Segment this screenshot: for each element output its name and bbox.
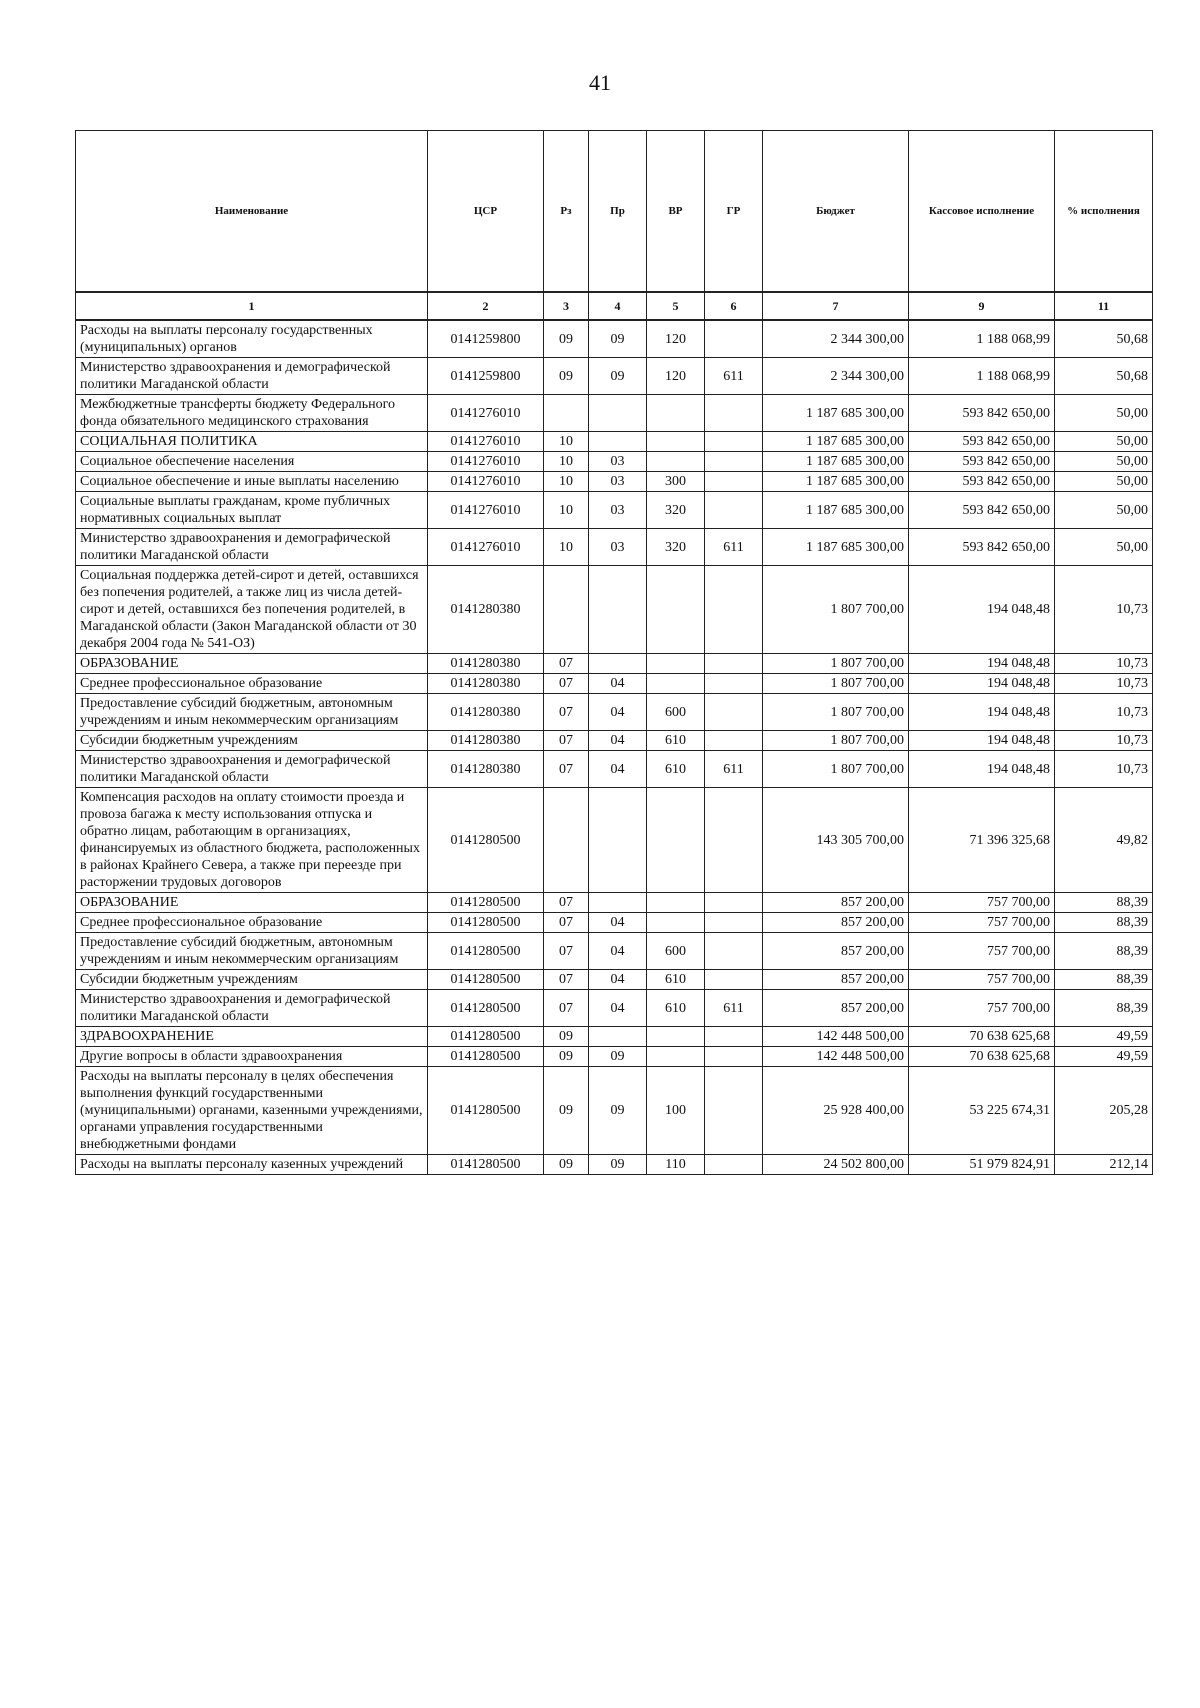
row-cash: 593 842 650,00 — [909, 472, 1055, 492]
row-csr: 0141280500 — [428, 933, 544, 970]
row-name: ОБРАЗОВАНИЕ — [76, 893, 428, 913]
row-vr: 300 — [647, 472, 705, 492]
row-name: Другие вопросы в области здравоохранения — [76, 1047, 428, 1067]
row-cash: 53 225 674,31 — [909, 1067, 1055, 1155]
row-gr — [705, 893, 763, 913]
row-vr: 120 — [647, 358, 705, 395]
row-cash: 70 638 625,68 — [909, 1047, 1055, 1067]
row-rz: 09 — [544, 320, 589, 358]
row-cash: 194 048,48 — [909, 731, 1055, 751]
table-row — [76, 1047, 1153, 1067]
row-budget: 857 200,00 — [763, 933, 909, 970]
row-rz: 09 — [544, 1047, 589, 1067]
row-rz: 07 — [544, 933, 589, 970]
row-gr — [705, 1067, 763, 1155]
row-pct: 49,59 — [1055, 1047, 1153, 1067]
row-pr: 04 — [589, 694, 647, 731]
row-gr: 611 — [705, 751, 763, 788]
row-gr: 611 — [705, 990, 763, 1027]
row-csr: 0141276010 — [428, 432, 544, 452]
row-budget: 143 305 700,00 — [763, 788, 909, 893]
row-pr: 09 — [589, 1047, 647, 1067]
row-pr: 04 — [589, 751, 647, 788]
table-row — [76, 970, 1153, 990]
row-pct: 50,00 — [1055, 432, 1153, 452]
row-budget: 857 200,00 — [763, 913, 909, 933]
row-budget: 142 448 500,00 — [763, 1047, 909, 1067]
row-gr — [705, 395, 763, 432]
table-row — [76, 566, 1153, 654]
row-cash: 194 048,48 — [909, 694, 1055, 731]
row-pct: 205,28 — [1055, 1067, 1153, 1155]
table-row — [76, 694, 1153, 731]
row-rz: 07 — [544, 674, 589, 694]
row-cash: 194 048,48 — [909, 751, 1055, 788]
row-pr: 04 — [589, 933, 647, 970]
row-rz: 07 — [544, 694, 589, 731]
col-number: 5 — [647, 292, 705, 320]
row-rz: 10 — [544, 472, 589, 492]
table-row — [76, 933, 1153, 970]
row-pct: 88,39 — [1055, 893, 1153, 913]
header-row — [76, 131, 1153, 293]
row-pr: 03 — [589, 529, 647, 566]
row-csr: 0141280500 — [428, 1155, 544, 1175]
row-rz: 07 — [544, 654, 589, 674]
table-row — [76, 913, 1153, 933]
row-pct: 50,00 — [1055, 529, 1153, 566]
row-pr: 04 — [589, 990, 647, 1027]
row-vr — [647, 395, 705, 432]
row-cash: 70 638 625,68 — [909, 1027, 1055, 1047]
col-number: 1 — [76, 292, 428, 320]
row-cash: 1 188 068,99 — [909, 320, 1055, 358]
row-name: Среднее профессиональное образование — [76, 913, 428, 933]
row-cash: 194 048,48 — [909, 674, 1055, 694]
col-header-pct: % исполнения — [1055, 131, 1153, 293]
row-csr: 0141280500 — [428, 788, 544, 893]
row-vr: 610 — [647, 970, 705, 990]
col-number: 7 — [763, 292, 909, 320]
row-pr: 03 — [589, 472, 647, 492]
row-rz: 10 — [544, 452, 589, 472]
row-cash: 51 979 824,91 — [909, 1155, 1055, 1175]
row-gr — [705, 1155, 763, 1175]
row-cash: 593 842 650,00 — [909, 452, 1055, 472]
row-rz: 10 — [544, 432, 589, 452]
row-pr: 04 — [589, 731, 647, 751]
table-row — [76, 320, 1153, 358]
row-pct: 88,39 — [1055, 990, 1153, 1027]
row-budget: 1 807 700,00 — [763, 751, 909, 788]
row-csr: 0141280380 — [428, 694, 544, 731]
row-pct: 50,68 — [1055, 320, 1153, 358]
table-row — [76, 452, 1153, 472]
row-rz — [544, 566, 589, 654]
row-cash: 757 700,00 — [909, 970, 1055, 990]
row-gr — [705, 1027, 763, 1047]
row-name: Социальная поддержка детей-сирот и детей, оставшихся без попечения родителей, а также лиц из числа детей-сирот и детей, оставшихся без попечения родителей, в Магаданской области (Закон Магаданской области от 30 декабря 2004 года № 541-ОЗ) — [76, 566, 428, 654]
row-rz — [544, 395, 589, 432]
row-cash: 1 188 068,99 — [909, 358, 1055, 395]
row-gr — [705, 492, 763, 529]
row-budget: 24 502 800,00 — [763, 1155, 909, 1175]
row-csr: 0141280500 — [428, 913, 544, 933]
page-number: 41 — [589, 70, 611, 95]
row-gr: 611 — [705, 529, 763, 566]
row-csr: 0141280500 — [428, 970, 544, 990]
table-row — [76, 472, 1153, 492]
row-pr: 04 — [589, 913, 647, 933]
row-vr — [647, 452, 705, 472]
row-rz: 07 — [544, 913, 589, 933]
row-pr: 09 — [589, 320, 647, 358]
row-budget: 1 807 700,00 — [763, 731, 909, 751]
row-vr: 120 — [647, 320, 705, 358]
row-pct: 49,82 — [1055, 788, 1153, 893]
row-cash: 593 842 650,00 — [909, 529, 1055, 566]
row-name: Министерство здравоохранения и демографической политики Магаданской области — [76, 358, 428, 395]
row-cash: 593 842 650,00 — [909, 395, 1055, 432]
row-vr: 110 — [647, 1155, 705, 1175]
row-name: Компенсация расходов на оплату стоимости проезда и провоза багажа к месту использования отпуска и обратно лицам, работающим в организациях, финансируемых из областного бюджета, расположенных в районах Крайнего Севера, а также при переезде при расторжении трудовых договоров — [76, 788, 428, 893]
row-name: Министерство здравоохранения и демографической политики Магаданской области — [76, 751, 428, 788]
row-pct: 10,73 — [1055, 566, 1153, 654]
row-pr: 09 — [589, 358, 647, 395]
row-name: Министерство здравоохранения и демографической политики Магаданской области — [76, 529, 428, 566]
row-cash: 757 700,00 — [909, 933, 1055, 970]
row-budget: 1 187 685 300,00 — [763, 492, 909, 529]
row-name: Субсидии бюджетным учреждениям — [76, 731, 428, 751]
row-budget: 1 187 685 300,00 — [763, 472, 909, 492]
row-name: Министерство здравоохранения и демографической политики Магаданской области — [76, 990, 428, 1027]
row-pct: 88,39 — [1055, 913, 1153, 933]
row-gr — [705, 566, 763, 654]
row-budget: 1 807 700,00 — [763, 654, 909, 674]
table-body — [76, 320, 1153, 1175]
row-name: Предоставление субсидий бюджетным, автономным учреждениям и иным некоммерческим организациям — [76, 933, 428, 970]
row-gr — [705, 1047, 763, 1067]
row-budget: 1 187 685 300,00 — [763, 432, 909, 452]
row-name: Расходы на выплаты персоналу в целях обеспечения выполнения функций государственными (муниципальными) органами, казенными учреждениями, органами управления государственными внебюджетными фондами — [76, 1067, 428, 1155]
row-gr — [705, 432, 763, 452]
row-csr: 0141280380 — [428, 731, 544, 751]
table-row — [76, 674, 1153, 694]
row-vr: 610 — [647, 731, 705, 751]
row-cash: 593 842 650,00 — [909, 492, 1055, 529]
row-budget: 1 807 700,00 — [763, 566, 909, 654]
row-budget: 857 200,00 — [763, 970, 909, 990]
col-header-budget: Бюджет — [763, 131, 909, 293]
row-pct: 10,73 — [1055, 731, 1153, 751]
row-cash: 593 842 650,00 — [909, 432, 1055, 452]
row-csr: 0141276010 — [428, 472, 544, 492]
row-name: Расходы на выплаты персоналу казенных учреждений — [76, 1155, 428, 1175]
row-vr: 600 — [647, 694, 705, 731]
row-pct: 10,73 — [1055, 694, 1153, 731]
row-gr — [705, 674, 763, 694]
row-pr: 03 — [589, 492, 647, 529]
table-row — [76, 731, 1153, 751]
col-number: 9 — [909, 292, 1055, 320]
row-rz: 07 — [544, 751, 589, 788]
table-row — [76, 893, 1153, 913]
row-gr — [705, 731, 763, 751]
row-rz: 09 — [544, 358, 589, 395]
col-header-gr: ГР — [705, 131, 763, 293]
row-budget: 1 187 685 300,00 — [763, 529, 909, 566]
row-rz: 09 — [544, 1155, 589, 1175]
col-header-csr: ЦСР — [428, 131, 544, 293]
row-csr: 0141280500 — [428, 1027, 544, 1047]
col-number: 11 — [1055, 292, 1153, 320]
col-number: 3 — [544, 292, 589, 320]
row-gr — [705, 452, 763, 472]
row-cash: 757 700,00 — [909, 893, 1055, 913]
row-vr: 320 — [647, 529, 705, 566]
row-name: Социальное обеспечение населения — [76, 452, 428, 472]
table-row — [76, 492, 1153, 529]
row-pr — [589, 893, 647, 913]
row-rz: 07 — [544, 970, 589, 990]
row-csr: 0141280500 — [428, 990, 544, 1027]
col-number: 4 — [589, 292, 647, 320]
row-budget: 25 928 400,00 — [763, 1067, 909, 1155]
row-gr — [705, 694, 763, 731]
row-rz: 09 — [544, 1067, 589, 1155]
table-row — [76, 529, 1153, 566]
table-row — [76, 1067, 1153, 1155]
row-budget: 857 200,00 — [763, 990, 909, 1027]
row-vr — [647, 674, 705, 694]
row-cash: 757 700,00 — [909, 913, 1055, 933]
row-vr — [647, 654, 705, 674]
row-vr — [647, 893, 705, 913]
col-number: 2 — [428, 292, 544, 320]
row-pct: 10,73 — [1055, 674, 1153, 694]
row-pct: 50,00 — [1055, 472, 1153, 492]
col-header-vr: ВР — [647, 131, 705, 293]
row-pr — [589, 654, 647, 674]
row-cash: 757 700,00 — [909, 990, 1055, 1027]
row-pr — [589, 395, 647, 432]
row-vr: 600 — [647, 933, 705, 970]
col-header-cash: Кассовое исполнение — [909, 131, 1055, 293]
table-row — [76, 654, 1153, 674]
row-cash: 194 048,48 — [909, 566, 1055, 654]
table-row — [76, 751, 1153, 788]
row-pr — [589, 566, 647, 654]
row-rz: 07 — [544, 893, 589, 913]
row-csr: 0141276010 — [428, 395, 544, 432]
row-csr: 0141276010 — [428, 529, 544, 566]
row-pr: 03 — [589, 452, 647, 472]
row-cash: 194 048,48 — [909, 654, 1055, 674]
row-csr: 0141280380 — [428, 751, 544, 788]
row-name: Межбюджетные трансферты бюджету Федерального фонда обязательного медицинского страхования — [76, 395, 428, 432]
row-gr — [705, 320, 763, 358]
row-pct: 50,68 — [1055, 358, 1153, 395]
row-csr: 0141280380 — [428, 674, 544, 694]
row-vr — [647, 566, 705, 654]
row-csr: 0141259800 — [428, 358, 544, 395]
row-name: Предоставление субсидий бюджетным, автономным учреждениям и иным некоммерческим организациям — [76, 694, 428, 731]
col-number: 6 — [705, 292, 763, 320]
row-pct: 88,39 — [1055, 933, 1153, 970]
row-vr: 320 — [647, 492, 705, 529]
row-gr — [705, 788, 763, 893]
row-rz: 10 — [544, 529, 589, 566]
row-pr — [589, 432, 647, 452]
row-name: Субсидии бюджетным учреждениям — [76, 970, 428, 990]
row-pct: 212,14 — [1055, 1155, 1153, 1175]
row-pr — [589, 1027, 647, 1047]
row-name: ОБРАЗОВАНИЕ — [76, 654, 428, 674]
row-csr: 0141280500 — [428, 1067, 544, 1155]
row-rz: 07 — [544, 731, 589, 751]
row-vr — [647, 432, 705, 452]
row-pr: 04 — [589, 674, 647, 694]
row-gr: 611 — [705, 358, 763, 395]
col-header-rz: Рз — [544, 131, 589, 293]
row-gr — [705, 970, 763, 990]
row-csr: 0141280500 — [428, 1047, 544, 1067]
table-row — [76, 990, 1153, 1027]
row-vr: 610 — [647, 751, 705, 788]
row-vr: 610 — [647, 990, 705, 1027]
row-pct: 88,39 — [1055, 970, 1153, 990]
table-row — [76, 358, 1153, 395]
row-pct: 10,73 — [1055, 751, 1153, 788]
row-name: СОЦИАЛЬНАЯ ПОЛИТИКА — [76, 432, 428, 452]
row-name: Среднее профессиональное образование — [76, 674, 428, 694]
row-csr: 0141259800 — [428, 320, 544, 358]
row-budget: 1 187 685 300,00 — [763, 395, 909, 432]
row-pr: 04 — [589, 970, 647, 990]
row-pr — [589, 788, 647, 893]
row-budget: 1 187 685 300,00 — [763, 452, 909, 472]
row-name: ЗДРАВООХРАНЕНИЕ — [76, 1027, 428, 1047]
row-budget: 857 200,00 — [763, 893, 909, 913]
row-rz: 07 — [544, 990, 589, 1027]
row-budget: 2 344 300,00 — [763, 358, 909, 395]
row-csr: 0141276010 — [428, 452, 544, 472]
row-rz — [544, 788, 589, 893]
table-row — [76, 395, 1153, 432]
row-pct: 10,73 — [1055, 654, 1153, 674]
row-csr: 0141280500 — [428, 893, 544, 913]
row-vr — [647, 1027, 705, 1047]
row-cash: 71 396 325,68 — [909, 788, 1055, 893]
row-vr — [647, 913, 705, 933]
row-gr — [705, 933, 763, 970]
row-rz: 10 — [544, 492, 589, 529]
row-rz: 09 — [544, 1027, 589, 1047]
column-number-row — [76, 292, 1153, 320]
row-pct: 50,00 — [1055, 452, 1153, 472]
row-pct: 49,59 — [1055, 1027, 1153, 1047]
col-header-name: Наименование — [76, 131, 428, 293]
table-row — [76, 788, 1153, 893]
table-row — [76, 1027, 1153, 1047]
row-pr: 09 — [589, 1155, 647, 1175]
row-csr: 0141280380 — [428, 654, 544, 674]
row-gr — [705, 913, 763, 933]
row-csr: 0141276010 — [428, 492, 544, 529]
budget-table — [75, 130, 1153, 1175]
row-csr: 0141280380 — [428, 566, 544, 654]
table-row — [76, 1155, 1153, 1175]
col-header-pr: Пр — [589, 131, 647, 293]
table-row — [76, 432, 1153, 452]
row-name: Социальное обеспечение и иные выплаты населению — [76, 472, 428, 492]
row-gr — [705, 472, 763, 492]
row-budget: 1 807 700,00 — [763, 694, 909, 731]
row-pct: 50,00 — [1055, 395, 1153, 432]
row-budget: 142 448 500,00 — [763, 1027, 909, 1047]
row-name: Социальные выплаты гражданам, кроме публичных нормативных социальных выплат — [76, 492, 428, 529]
row-budget: 2 344 300,00 — [763, 320, 909, 358]
row-name: Расходы на выплаты персоналу государственных (муниципальных) органов — [76, 320, 428, 358]
row-vr: 100 — [647, 1067, 705, 1155]
row-budget: 1 807 700,00 — [763, 674, 909, 694]
row-pct: 50,00 — [1055, 492, 1153, 529]
row-vr — [647, 788, 705, 893]
row-vr — [647, 1047, 705, 1067]
row-pr: 09 — [589, 1067, 647, 1155]
row-gr — [705, 654, 763, 674]
